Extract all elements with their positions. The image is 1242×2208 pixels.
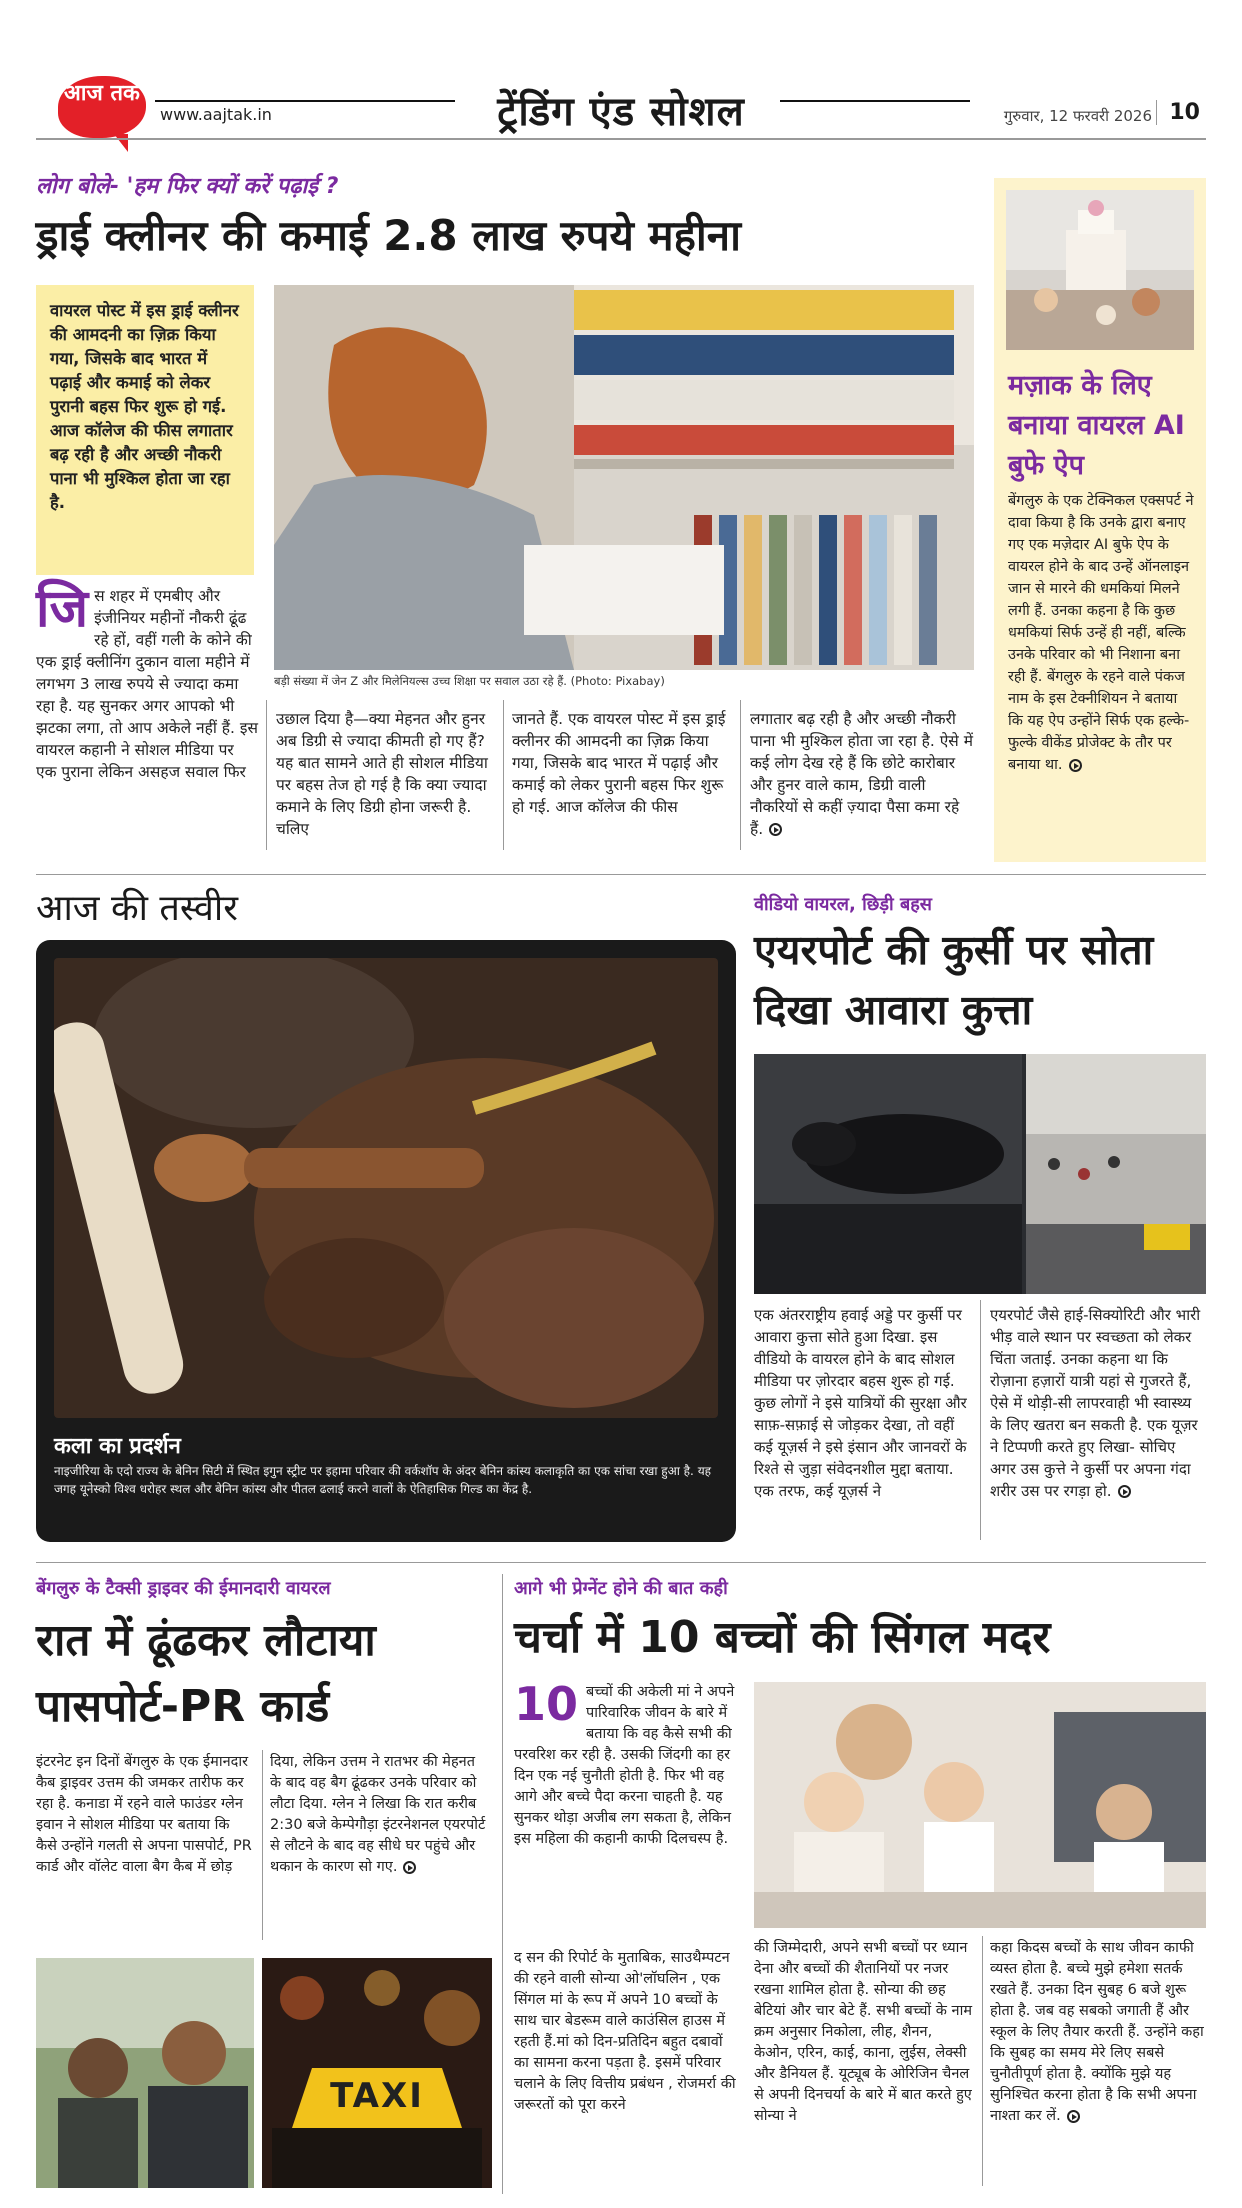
- masthead-rule-left: [155, 100, 455, 102]
- lead-headline: ड्राई क्लीनर की कमाई 2.8 लाख रुपये महीना: [36, 211, 741, 260]
- mother-column-3: [990, 1938, 1206, 2127]
- mother-intro: [514, 1677, 744, 1850]
- mother-headline: चर्चा में 10 बच्चों की सिंगल मदर: [514, 1612, 1051, 1663]
- lead-photo-caption: बड़ी संख्या में जेन Z और मिलेनियल्स उच्च शिक्षा पर सवाल उठा रहे हैं. (Photo: Pixabay): [274, 674, 665, 688]
- taxi-column-2: [270, 1752, 490, 1878]
- lead-kicker: लोग बोले- 'हम फिर क्यों करें पढ़ाई ?: [36, 174, 339, 199]
- mother-column-1b: द सन की रिपोर्ट के मुताबिक, साउथैम्पटन की रहने वाली सोन्या ओ'लॉघलिन , एक सिंगल मां के रूप में अपने 10 बच्चों के साथ चार बेडरूम वाले काउंसिल हाउस में रहती हैं.मां को दिन-प्रतिदिन बहुत दबावों का सामना करना पड़ता है. इसमें परिवार चलाने के लिए वित्तीय प्रबंधन , रोजमर्रा की जरूरतों को पूरा करने: [514, 1950, 736, 2113]
- section-rule: [36, 874, 1206, 875]
- airport-dog-image: [754, 1054, 1206, 1294]
- dog-column-1: एक अंतरराष्ट्रीय हवाई अड्डे पर कुर्सी पर आवारा कुत्ता सोते हुआ दिखा. इस वीडियो के वायरल होने के बाद सोशल मीडिया पर ज़ोरदार बहस शुरू हो गई. कुछ लोगों ने इसे यात्रियों की सुरक्षा और साफ़-सफ़ाई से जोड़कर देखा, तो वहीं कई यूज़र्स ने इसे इंसान और जानवरों के रिश्ते से जुड़ा संवेदनशील मुद्दा बताया. एक तरफ, कई यूज़र्स ने: [754, 1306, 967, 1500]
- column-rule: [502, 1574, 503, 2194]
- lead-column-2: उछाल दिया है—क्या मेहनत और हुनर अब डिग्री से ज्यादा कीमती हो गए हैं? यह बात सामने आते ही सोशल मीडिया पर बहस तेज हो गई है कि क्या ज्यादा कमाने के लिए डिग्री होना जरूरी है. चलिए: [276, 710, 488, 838]
- section-title: ट्रेंडिंग एंड सोशल: [497, 89, 745, 135]
- end-mark-icon: [403, 1861, 416, 1874]
- mother-children-image: [754, 1682, 1206, 1928]
- lead-column-1: [36, 579, 258, 783]
- taxi-sign-text: TAXI: [330, 2076, 424, 2116]
- section-rule: [36, 1562, 1206, 1563]
- lead-highlight-box: वायरल पोस्ट में इस ड्राई क्लीनर की आमदनी का ज़िक्र किया गया, जिसके बाद भारत में पढ़ाई और कमाई को लेकर पुरानी बहस फिर शुरू हो गई. आज कॉलेज की फीस लगातार बढ़ रही है और अच्छी नौकरी पाना भी मुश्किल होता जा रहा है.: [36, 285, 254, 575]
- sidebar-photo: [1006, 190, 1194, 350]
- taxi-sign-photo: [262, 1958, 492, 2188]
- driver-and-founder-image: [36, 1958, 254, 2188]
- taxi-kicker: बेंगलुरु के टैक्सी ड्राइवर की ईमानदारी वायरल: [36, 1578, 331, 1599]
- logo-text: आज तक: [64, 81, 140, 106]
- picture-caption: नाइजीरिया के एदो राज्य के बेनिन सिटी में स्थित इगुन स्ट्रीट पर इहामा परिवार की वर्कशॉप के अंदर बेनिन कांस्य कलाकृति का एक सांचा रखा हुआ है. यह जगह यूनेस्को विश्व धरोहर स्थल और बेनिन कांस्य और पीतल ढलाई करने वालों के ऐतिहासिक गिल्ड का केंद्र है.: [54, 1464, 712, 1496]
- masthead-bottom-rule: [36, 138, 1206, 140]
- mother-column-2: की जिम्मेदारी, अपने सभी बच्चों पर ध्यान देना और बच्चों की शैतानियों पर नजर रखना शामिल होता है. सोन्या की छह बेटियां और चार बेटे हैं. सभी बच्चों के नाम क्रम अनुसार निकोला, लीह, शैनन, केओन, एरिन, काई, काना, लुईस, लेक्सी और डैनियल हैं. यूट्यूब के ओरिजिन चैनल से अपनी दिनचर्या के बारे में बात करते हुए सोन्या ने: [754, 1940, 973, 2124]
- mother-kicker: आगे भी प्रेग्नेंट होने की बात कही: [514, 1578, 728, 1599]
- taxi-sign-image: [262, 1958, 492, 2188]
- column-rule: [740, 700, 741, 850]
- lead-photo: [274, 285, 974, 670]
- sidebar-body: [1008, 490, 1196, 776]
- end-mark-icon: [1067, 2110, 1080, 2123]
- website-url[interactable]: www.aajtak.in: [160, 105, 272, 124]
- lead-column-4: [750, 708, 974, 840]
- dog-col2-text: एयरपोर्ट जैसे हाई-सिक्योरिटी और भारी भीड़ वाले स्थान पर स्वच्छता को लेकर चिंता जताई. उनका कहना था कि रोज़ाना हज़ारों यात्री यहां से गुजरते हैं, ऐसे में थोड़ी-सी लापरवाही भी स्वास्थ्य के लिए खतरा बन सकती है. एक यूज़र ने टिप्पणी करते हुए लिखा- सोचिए अगर उस कुत्ते ने कुर्सी पर अपना गंदा शरीर उस पर रगड़ा हो.: [990, 1306, 1201, 1500]
- dog-kicker: वीडियो वायरल, छिड़ी बहस: [754, 894, 932, 915]
- mother-intro-text: बच्चों की अकेली मां ने अपने पारिवारिक जीवन के बारे में बताया कि वह कैसे सभी की परवरिश कर रही है. उसकी जिंदगी का हर दिन एक नई चुनौती होती है. फिर भी वह आगे और बच्चे पैदा करना चाहती है. यह सुनकर थोड़ा अजीब लग सकता है, लेकिन इस महिला की कहानी काफी दिलचस्प है.: [514, 1684, 735, 1847]
- taxi-headline: रात में ढूंढकर लौटाया पासपोर्ट-PR कार्ड: [36, 1615, 376, 1732]
- picture-section-title: आज की तस्वीर: [36, 888, 238, 929]
- bronze-art-image: [54, 958, 718, 1418]
- mother-big-number: 10: [514, 1677, 579, 1731]
- ai-buffet-image: [1006, 190, 1194, 350]
- lead-dropcap: जि: [36, 579, 89, 639]
- column-rule: [982, 1936, 983, 2186]
- taxi-column-1: इंटरनेट इन दिनों बेंगलुरु के एक ईमानदार कैब ड्राइवर उत्तम की जमकर तारीफ कर रहा है. कनाडा में रहने वाले फाउंडर ग्लेन इवान ने सोशल मीडिया पर बताया कि कैसे उन्होंने गलती से अपना पासपोर्ट, PR कार्ड और वॉलेट वाला बैग कैब में छोड़: [36, 1754, 252, 1875]
- column-rule: [980, 1300, 981, 1540]
- lead-column-3: जानते हैं. एक वायरल पोस्ट में इस ड्राई क्लीनर की आमदनी का ज़िक्र किया गया, जिसके बाद भारत में पढ़ाई और कमाई को लेकर पुरानी बहस फिर शुरू हो गई. आज कॉलेज की फीस: [512, 710, 726, 816]
- column-rule: [503, 700, 504, 850]
- clothes-store-image: [274, 285, 974, 670]
- bronze-mould-photo: [54, 958, 718, 1418]
- lead-col1-text: स शहर में एमबीए और इंजीनियर महीनों नौकरी ढूंढ रहे हों, वहीं गली के कोने की एक ड्राई क्लीनिंग दुकान वाला महीने में लगभग 3 लाख रुपये से ज्यादा कमा रहा है. यह सुनकर अगर आपको भी झटका लगा, तो आप अकेले नहीं हैं. इस वायरल कहानी ने सोशल मीडिया पर एक पुराना लेकिन असहज सवाल फिर: [36, 587, 258, 781]
- taxi-col2-text: दिया, लेकिन उत्तम ने रातभर की मेहनत के बाद वह बैग ढूंढकर उनके परिवार को लौटा दिया. ग्लेन ने लिखा कि रात करीब 2:30 बजे केम्पेगौड़ा इंटरनेशनल एयरपोर्ट से लौटने के बाद वह सीधे घर पहुंचे और थकान के कारण सो गए.: [270, 1754, 486, 1875]
- picture-title: कला का प्रदर्शन: [54, 1434, 181, 1459]
- picture-card: [36, 940, 736, 1542]
- issue-date: गुरुवार, 12 फरवरी 2026: [1003, 107, 1152, 125]
- dog-headline: एयरपोर्ट की कुर्सी पर सोता दिखा आवारा कुत्ता: [754, 926, 1154, 1034]
- column-rule: [262, 1750, 263, 1940]
- end-mark-icon: [1069, 759, 1082, 772]
- dog-photo: [754, 1054, 1206, 1294]
- end-mark-icon: [769, 823, 782, 836]
- end-mark-icon: [1118, 1485, 1131, 1498]
- masthead-rule-right: [780, 100, 970, 102]
- taxi-driver-photo: [36, 1958, 254, 2188]
- lead-col4-text: लगातार बढ़ रही है और अच्छी नौकरी पाना भी मुश्किल होता जा रहा है. ऐसे में कई लोग देख रहे हैं कि छोटे कारोबार और हुनर वाले काम, डिग्री वाली नौकरियों से कहीं ज़्यादा पैसा कमा रहे हैं.: [750, 710, 973, 838]
- dog-column-2: [990, 1304, 1206, 1502]
- sidebar-body-text: बेंगलुरु के एक टेक्निकल एक्सपर्ट ने दावा किया है कि उनके द्वारा बनाए गए एक मज़ेदार AI बुफे ऐप के वायरल होने के बाद उन्हें ऑनलाइन जान से मारने की धमकियां मिलने लगी हैं. उनका कहना है कि कुछ धमकियां सिर्फ उन्हें ही नहीं, बल्कि उनके परिवार को भी निशाना बना रही हैं. बेंगलुरु के रहने वाले पंकज नाम के इस टेक्नीशियन ने बताया कि यह ऐप उन्होंने सिर्फ एक हल्के-फुल्के वीकेंड प्रोजेक्ट के तौर पर बनाया था.: [1008, 493, 1194, 773]
- column-rule: [266, 700, 267, 850]
- mother-col3-text: कहा किदस बच्चों के साथ जीवन काफी व्यस्त होता है. बच्चे मुझे हमेशा सतर्क रखते हैं. उनका दिन सुबह 6 बजे शुरू होता है. जब वह सबको जगाती हैं और स्कूल के लिए तैयार करती हैं. उन्होंने कहा कि सुबह का समय मेरे लिए सबसे चुनौतीपूर्ण होता है. क्योंकि मुझे यह सुनिश्चित करना होता है कि सभी अपना नाश्ता कर लें.: [990, 1940, 1204, 2124]
- mother-photo: [754, 1682, 1206, 1928]
- page-number: 10: [1156, 100, 1200, 125]
- sidebar-headline: मज़ाक के लिए बनाया वायरल AI बुफे ऐप: [1008, 370, 1185, 481]
